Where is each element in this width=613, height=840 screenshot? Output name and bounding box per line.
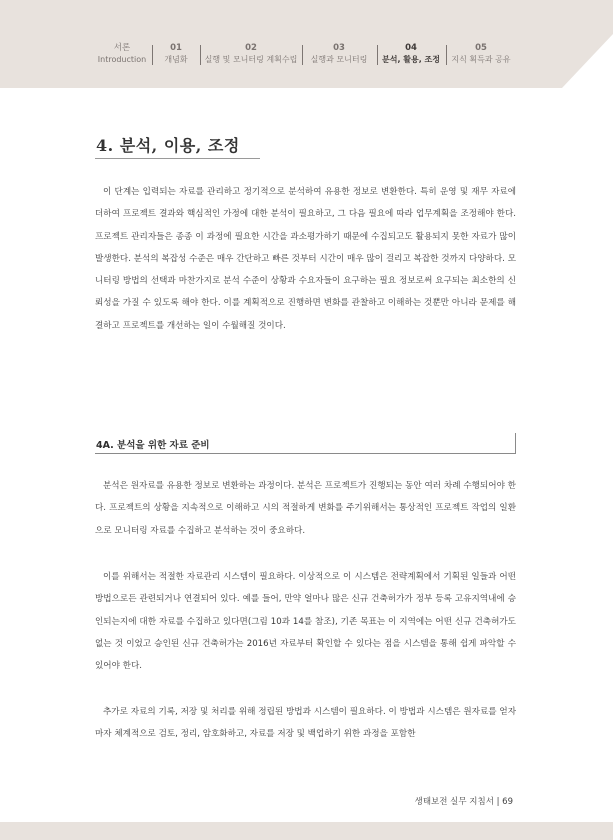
nav-item-number: 03	[333, 43, 345, 53]
footer-band	[0, 822, 613, 840]
intro-paragraph: 이 단계는 입력되는 자료를 관리하고 정기적으로 분석하여 유용한 정보로 변환한다. 특히 운영 및 재무 자료에 더하여 프로젝트 결과와 핵심적인 가정에 대한 분석이 필요하고, 그 다음 필요에 따라 업무계획을 조정해야 한다. 프로젝트 관리자들은 종종 이 과정에 필요한 시간을 과소평가하기 때문에 수집되고도 활용되지 못한 자료가 많이 발생한다. 분석의 복잡성 수준은 매우 간단하고 빠른 것부터 시간이 매우 많이 걸리고 복잡한 것까지 다양하다. 모니터링 방법의 선택과 마찬가지로 분석 수준이 상황과 수요자들이 요구하는 필요 정보로써 요구되는 최소한의 신뢰성을 가질 수 있도록 해야 한다. 이를 계획적으로 진행하면 변화를 관찰하고 이해하는 것뿐만 아니라 문제를 해결하고 프로젝트를 개선하는 일이 수월해질 것이다.	[95, 187, 516, 331]
subsection-title: 4A. 분석을 위한 자료 준비	[96, 440, 210, 451]
nav-separator	[152, 45, 153, 65]
nav-item-introduction[interactable]	[96, 43, 148, 65]
nav-item-number: 02	[245, 43, 257, 53]
body-paragraph-1: 분석은 원자료를 유용한 정보로 변환하는 과정이다. 분석은 프로젝트가 진행되는 동안 여러 차례 수행되어야 한다. 프로젝트의 상황을 지속적으로 이해하고 시의 적절하게 변화를 주기위해서는 통상적인 프로젝트 작업의 일환으로 모니터링 자료를 수집하고 분석하는 것이 중요하다.	[95, 481, 516, 536]
nav-item-03[interactable]	[305, 43, 373, 65]
nav-item-label: 지식 획득과 공유	[451, 55, 511, 64]
nav-item-number: 서론	[113, 43, 131, 53]
nav-item-label: 개념화	[164, 55, 188, 64]
nav-separator	[302, 45, 303, 65]
chapter-navigation	[0, 0, 613, 88]
nav-item-label: 분석, 활용, 조정	[381, 55, 441, 64]
nav-item-label: 실행 및 모니터링 계획수립	[204, 55, 298, 64]
nav-item-label: Introduction	[97, 55, 147, 64]
nav-item-02[interactable]	[203, 43, 299, 65]
page-footer: 생태보전 실무 지침서 | 69	[414, 797, 513, 807]
nav-item-label: 실행과 모니터링	[310, 55, 368, 64]
page-title: 4. 분석, 이용, 조정	[96, 136, 240, 155]
nav-item-01[interactable]	[158, 43, 194, 65]
nav-item-number: 05	[475, 43, 487, 53]
nav-separator	[446, 45, 447, 65]
nav-item-04-active[interactable]	[380, 43, 442, 65]
body-paragraph-2: 이를 위해서는 적절한 자료관리 시스템이 필요하다. 이상적으로 이 시스템은 전략계획에서 기획된 일들과 어떤 방법으로든 관련되거나 연결되어 있다. 예를 들어, 만약 얼마나 많은 신규 건축허가가 정부 등록 고유지역내에 승인되는지에 대한 자료를 수집하고 있다면(그림 10과 14를 참조), 기존 목표는 이 지역에는 어떤 신규 건축허가도 없는 것 이었고 승인된 신규 건축허가는 2016년 자료부터 확인할 수 있다는 점을 시스템을 통해 쉽게 파악할 수 있어야 한다.	[95, 572, 516, 672]
nav-item-05[interactable]	[450, 43, 512, 65]
nav-item-number: 01	[170, 43, 182, 53]
nav-separator	[377, 45, 378, 65]
nav-item-number: 04	[405, 43, 417, 53]
nav-separator	[200, 45, 201, 65]
body-paragraph-3: 추가로 자료의 기록, 저장 및 처리를 위해 정립된 방법과 시스템이 필요하다. 이 방법과 시스템은 원자료를 얻자마자 체계적으로 검토, 정리, 암호화하고, 자료를 저장 및 백업하기 위한 과정을 포함한	[95, 707, 516, 740]
title-underline	[95, 158, 260, 159]
